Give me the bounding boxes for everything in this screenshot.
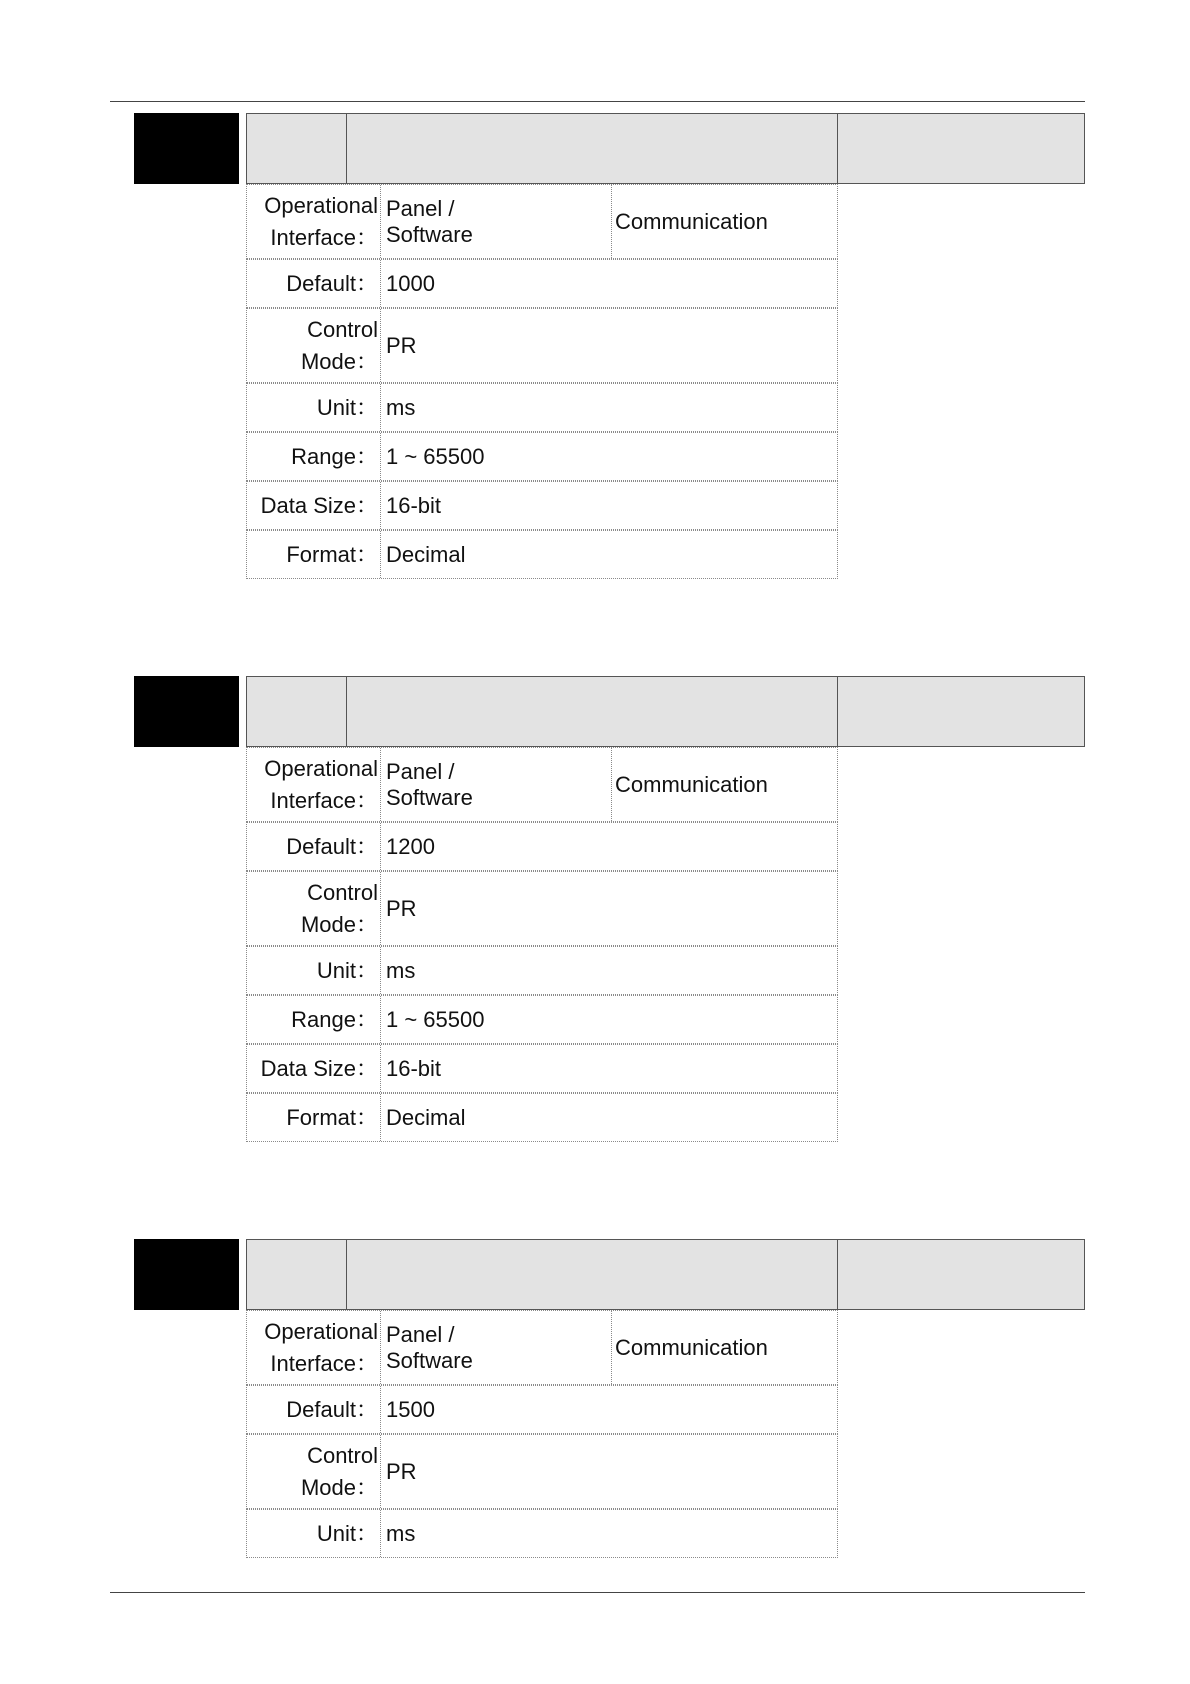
param-header-cell-code — [246, 676, 347, 747]
value-communication: Communication — [611, 185, 837, 258]
label-line: Interface： — [270, 787, 378, 813]
row-default — [246, 822, 838, 871]
label-line: Interface： — [270, 224, 378, 250]
row-data-size — [246, 1044, 838, 1093]
label-operational-interface — [247, 1311, 381, 1384]
parameter-code-tab — [134, 113, 239, 184]
value-unit: ms — [386, 1520, 416, 1546]
label-data-size: Data Size： — [247, 1045, 381, 1092]
row-format — [246, 530, 838, 579]
label-unit: Unit： — [247, 1510, 381, 1557]
label-line: Operational — [264, 755, 378, 781]
label-operational-interface — [247, 185, 381, 258]
parameter-code-tab — [134, 676, 239, 747]
label-line: Operational — [264, 1318, 378, 1344]
value-data-size: 16-bit — [386, 1055, 442, 1081]
param-header-cell-address — [837, 1239, 1085, 1310]
value-panel-software: Panel / Software — [386, 1321, 473, 1373]
param-header-cell-address — [837, 676, 1085, 747]
label-control-mode — [247, 309, 381, 382]
row-unit — [246, 1509, 838, 1558]
row-operational-interface — [246, 747, 838, 822]
value-data-size: 16-bit — [386, 492, 442, 518]
label-line: Interface： — [270, 1350, 378, 1376]
row-range — [246, 432, 838, 481]
param-header-cell-name — [346, 676, 838, 747]
row-default — [246, 1385, 838, 1434]
row-operational-interface — [246, 1310, 838, 1385]
row-unit — [246, 946, 838, 995]
label-line: Mode： — [300, 348, 378, 374]
row-data-size — [246, 481, 838, 530]
param-header-cell-code — [246, 1239, 347, 1310]
label-format: Format： — [247, 531, 381, 578]
param-header-cell-address — [837, 113, 1085, 184]
value-default: 1000 — [386, 270, 435, 296]
value-control-mode: PR — [386, 332, 417, 358]
value-range: 1 ~ 65500 — [386, 1006, 485, 1032]
value-unit: ms — [386, 957, 416, 983]
label-default: Default： — [247, 260, 381, 307]
row-default — [246, 259, 838, 308]
value-panel-software: Panel / Software — [386, 758, 473, 810]
footer-rule — [110, 1592, 1085, 1593]
row-unit — [246, 383, 838, 432]
label-line: Mode： — [300, 1474, 378, 1500]
label-data-size: Data Size： — [247, 482, 381, 529]
value-default: 1500 — [386, 1396, 435, 1422]
label-range: Range： — [247, 433, 381, 480]
label-unit: Unit： — [247, 384, 381, 431]
param-header-cell-name — [346, 113, 838, 184]
header-rule — [110, 101, 1085, 102]
row-format — [246, 1093, 838, 1142]
label-line: Mode： — [300, 911, 378, 937]
value-unit: ms — [386, 394, 416, 420]
value-control-mode: PR — [386, 895, 417, 921]
label-control-mode — [247, 1435, 381, 1508]
label-range: Range： — [247, 996, 381, 1043]
label-line: Operational — [264, 192, 378, 218]
label-line: Control — [307, 1442, 378, 1468]
row-control-mode — [246, 1434, 838, 1509]
value-range: 1 ~ 65500 — [386, 443, 485, 469]
row-operational-interface — [246, 184, 838, 259]
value-default: 1200 — [386, 833, 435, 859]
value-format: Decimal — [386, 1104, 466, 1130]
label-format: Format： — [247, 1094, 381, 1141]
row-control-mode — [246, 871, 838, 946]
label-line: Control — [307, 316, 378, 342]
label-unit: Unit： — [247, 947, 381, 994]
label-control-mode — [247, 872, 381, 945]
row-control-mode — [246, 308, 838, 383]
value-communication: Communication — [611, 748, 837, 821]
param-header-cell-code — [246, 113, 347, 184]
value-control-mode: PR — [386, 1458, 417, 1484]
parameter-code-tab — [134, 1239, 239, 1310]
value-panel-software: Panel / Software — [386, 195, 473, 247]
value-communication: Communication — [611, 1311, 837, 1384]
label-default: Default： — [247, 1386, 381, 1433]
row-range — [246, 995, 838, 1044]
label-operational-interface — [247, 748, 381, 821]
value-format: Decimal — [386, 541, 466, 567]
label-line: Control — [307, 879, 378, 905]
param-header-cell-name — [346, 1239, 838, 1310]
label-default: Default： — [247, 823, 381, 870]
